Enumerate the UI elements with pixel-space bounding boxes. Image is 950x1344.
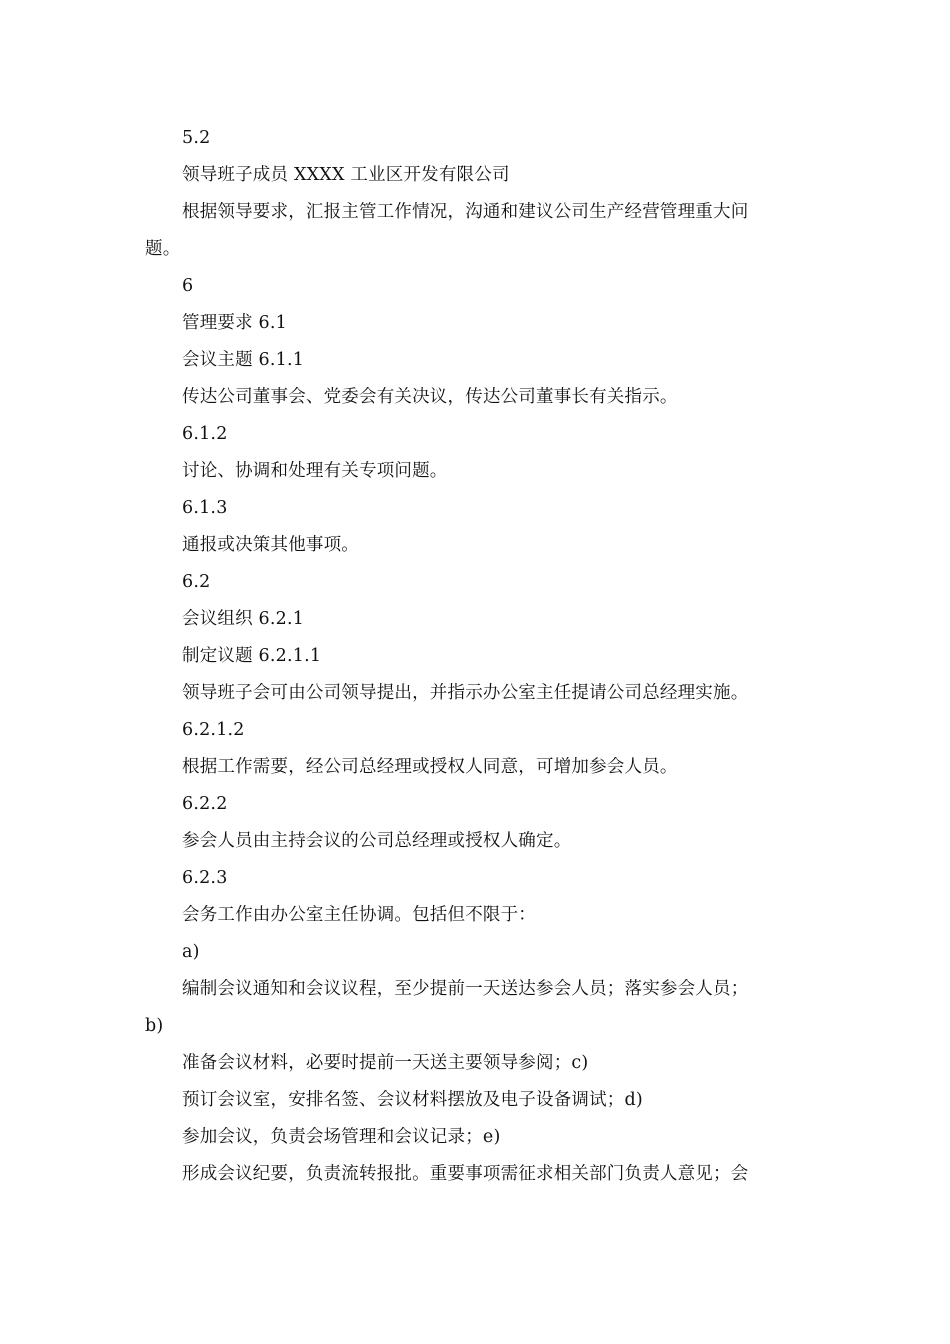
- paragraph-line: 参会人员由主持会议的公司总经理或授权人确定。: [182, 831, 572, 851]
- section-number: 6.2.2: [182, 794, 228, 814]
- paragraph-line-continued: 题。: [145, 239, 181, 259]
- document-body: [0, 120, 950, 1193]
- list-marker: a): [182, 942, 200, 962]
- list-item-text: 预订会议室，安排名签、会议材料摆放及电子设备调试；d): [182, 1090, 643, 1110]
- section-heading: 管理要求 6.1: [182, 313, 287, 333]
- list-item-text: 准备会议材料，必要时提前一天送主要领导参阅；c): [182, 1053, 589, 1073]
- list-marker: b): [145, 1016, 164, 1036]
- list-item-text: 参加会议，负责会场管理和会议记录；e): [182, 1127, 501, 1147]
- section-number: 6: [182, 276, 194, 296]
- section-heading: 会议主题 6.1.1: [182, 350, 305, 370]
- paragraph-line: 领导班子成员 XXXX 工业区开发有限公司: [182, 165, 510, 185]
- list-item-text: 编制会议通知和会议议程，至少提前一天送达参会人员；落实参会人员；: [182, 979, 749, 999]
- section-number: 5.2: [182, 128, 211, 148]
- section-number: 6.1.2: [182, 424, 228, 444]
- paragraph-line: 领导班子会可由公司领导提出，并指示办公室主任提请公司总经理实施。: [182, 683, 749, 703]
- section-heading: 制定议题 6.2.1.1: [182, 646, 322, 666]
- paragraph-line: 通报或决策其他事项。: [182, 535, 359, 555]
- list-item-text: 形成会议纪要，负责流转报批。重要事项需征求相关部门负责人意见；会: [182, 1164, 749, 1184]
- section-number: 6.2.3: [182, 868, 228, 888]
- section-heading: 会议组织 6.2.1: [182, 609, 305, 629]
- paragraph-line: 根据工作需要，经公司总经理或授权人同意，可增加参会人员。: [182, 757, 678, 777]
- section-number: 6.2: [182, 572, 211, 592]
- paragraph-line: 根据领导要求，汇报主管工作情况，沟通和建议公司生产经营管理重大问: [182, 202, 749, 222]
- section-number: 6.2.1.2: [182, 720, 245, 740]
- section-number: 6.1.3: [182, 498, 228, 518]
- paragraph-line: 传达公司董事会、党委会有关决议，传达公司董事长有关指示。: [182, 387, 678, 407]
- paragraph-line: 讨论、协调和处理有关专项问题。: [182, 461, 448, 481]
- paragraph-line: 会务工作由办公室主任协调。包括但不限于：: [182, 905, 536, 925]
